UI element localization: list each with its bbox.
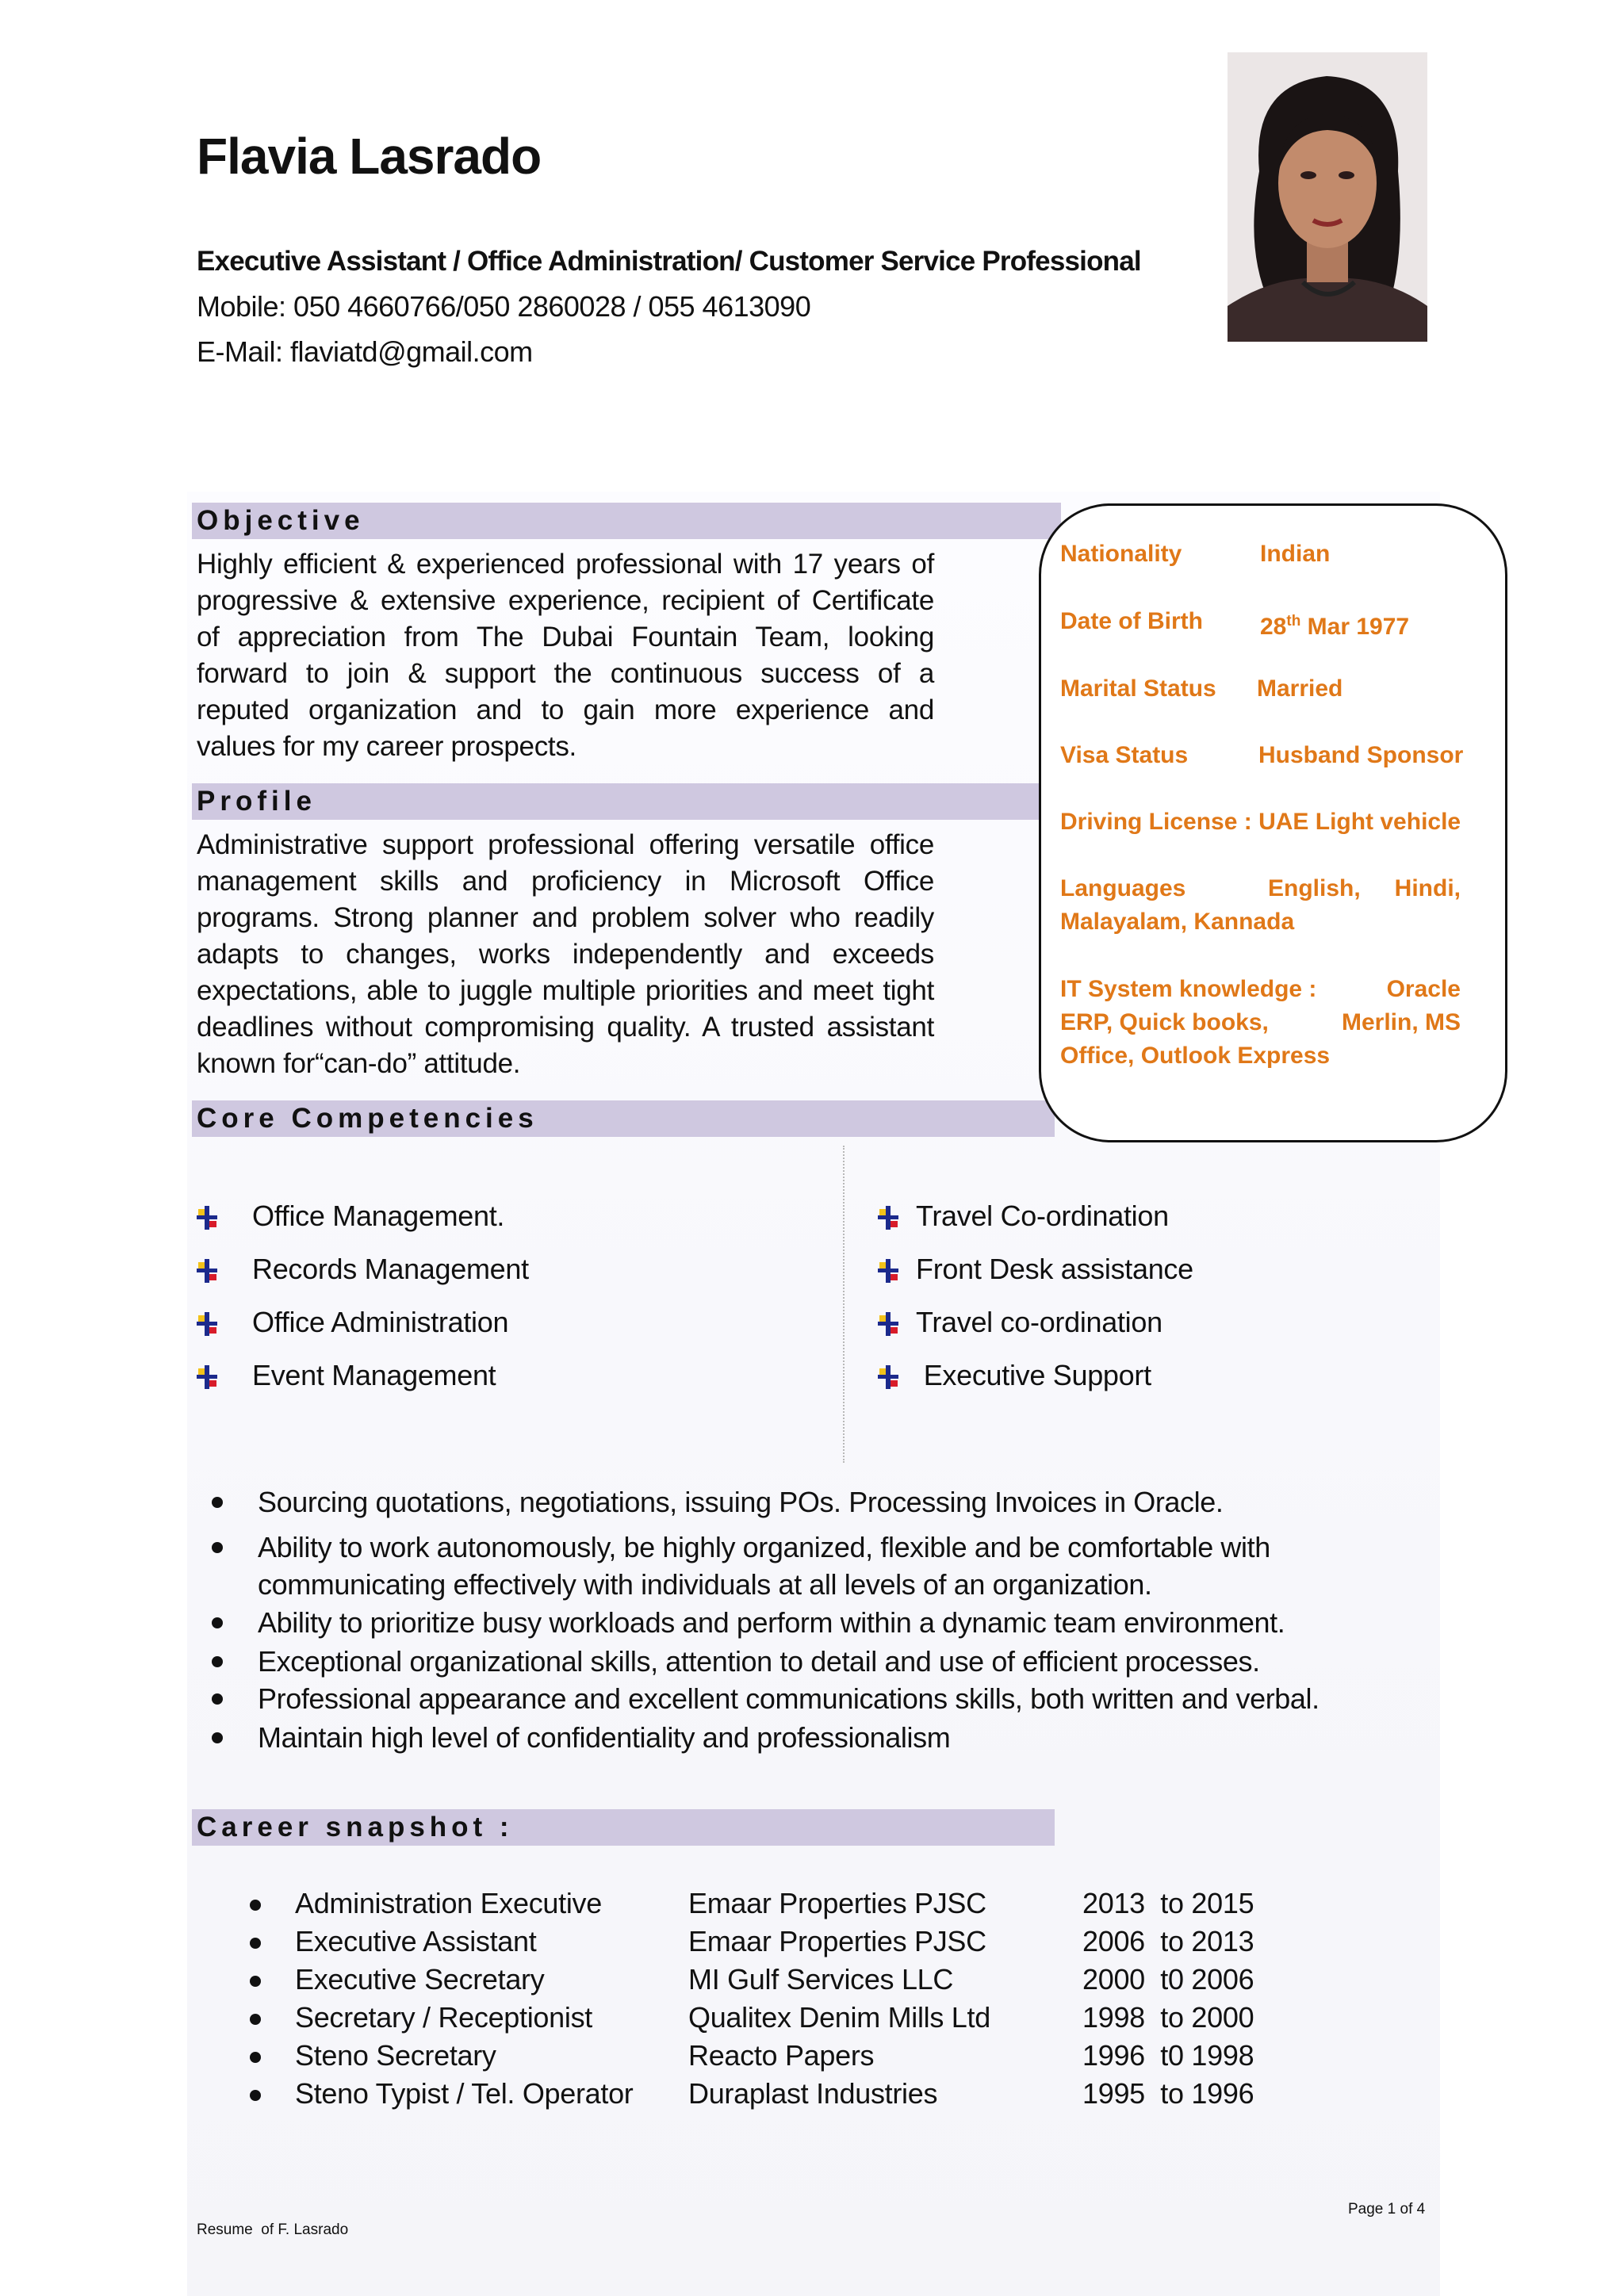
bullet-item: Ability to work autonomously, be highly organized, flexible and be comfortable with: [258, 1531, 1270, 1563]
page-number: Page 1 of 4: [1348, 2201, 1426, 2218]
section-core-competencies: Core Competencies: [192, 1100, 1055, 1137]
bullet-dot: [250, 1938, 261, 1949]
languages-row: [1060, 872, 1461, 905]
career-company: Emaar Properties PJSC: [688, 1925, 986, 1957]
career-company: Duraplast Industries: [688, 2077, 938, 2110]
section-career-snapshot: [192, 1809, 1055, 1846]
competency-item: Office Administration: [252, 1306, 509, 1338]
it-knowledge-row-2: [1060, 1006, 1461, 1039]
career-role: Secretary / Receptionist: [295, 2001, 592, 2034]
cross-bullet-icon: [876, 1257, 900, 1284]
career-period: 1998 to 2000: [1082, 2001, 1254, 2034]
email-address: E-Mail: flaviatd@gmail.com: [197, 335, 533, 368]
competency-item: Executive Support: [916, 1359, 1151, 1391]
bullet-item: Maintain high level of confidentiality and professionalism: [258, 1721, 951, 1754]
languages-value-2: Hindi,: [1394, 875, 1461, 901]
objective-text: Highly efficient & experienced professional with 17 years of progressive & extensive experience, recipient of Certificate of appreciation from The Dubai Fountain Team, looking forward to join & support the continuous success of a reputed organization and to gain more experience and values for my career prospects.: [197, 549, 934, 762]
bullet-dot: [212, 1542, 223, 1553]
it-value-1: Oracle: [1386, 976, 1461, 1002]
bullet-dot: [212, 1732, 223, 1743]
bullet-dot: [250, 2090, 261, 2101]
profile-text: Administrative support professional offering versatile office management skills and proficiency in Microsoft Office programs. Strong planner and problem solver who readily adapts to changes, works independently and exceeds expectations, able to juggle multiple priorities and meet tight deadlines without compromising quality. A trusted assistant known for“can-do” attitude.: [197, 829, 934, 1079]
career-role: Executive Assistant: [295, 1925, 537, 1957]
competency-item: Travel Co-ordination: [916, 1200, 1169, 1232]
nationality-label: Nationality: [1060, 541, 1182, 567]
cross-bullet-icon: [195, 1257, 219, 1284]
career-role: Steno Typist / Tel. Operator: [295, 2077, 634, 2110]
bullet-dot: [250, 1900, 261, 1911]
dob-row: [1060, 605, 1410, 640]
competency-item: Office Management.: [252, 1200, 505, 1232]
career-period: 1995 to 1996: [1082, 2077, 1254, 2110]
cross-bullet-icon: [195, 1364, 219, 1391]
bullet-dot: [212, 1656, 223, 1667]
marital-value: Married: [1257, 675, 1343, 702]
section-profile: Profile: [192, 783, 1061, 820]
competency-item: Travel co-ordination: [916, 1306, 1162, 1338]
bullet-dot: [212, 1693, 223, 1705]
bullet-dot: [250, 2052, 261, 2063]
footer-resume-label: Resume of F. Lasrado: [197, 2221, 349, 2238]
dob-month-year: Mar 1977: [1300, 614, 1410, 640]
career-role: Administration Executive: [295, 1887, 602, 1919]
languages-label: Languages: [1060, 875, 1186, 901]
competencies-divider: [843, 1146, 845, 1463]
competency-item: Event Management: [252, 1359, 496, 1391]
career-company: Emaar Properties PJSC: [688, 1887, 986, 1919]
visa-value: Husband Sponsor: [1258, 742, 1464, 768]
it-knowledge-row: [1060, 973, 1461, 1006]
career-company: MI Gulf Services LLC: [688, 1963, 954, 1996]
career-company: Reacto Papers: [688, 2039, 875, 2072]
bullet-item: Exceptional organizational skills, attention to detail and use of efficient processes.: [258, 1645, 1260, 1678]
cross-bullet-icon: [876, 1364, 900, 1391]
nationality-row: [1060, 538, 1331, 571]
it-label: IT System knowledge :: [1060, 976, 1317, 1002]
career-role: Executive Secretary: [295, 1963, 545, 1996]
it-value-3: Office, Outlook Express: [1060, 1043, 1331, 1069]
nationality-value: Indian: [1260, 541, 1331, 567]
competency-item: Front Desk assistance: [916, 1253, 1193, 1285]
cross-bullet-icon: [876, 1204, 900, 1231]
dob-label: Date of Birth: [1060, 608, 1203, 634]
career-period: 2000 t0 2006: [1082, 1963, 1254, 1996]
marital-row: [1060, 672, 1343, 706]
candidate-name: Flavia Lasrado: [197, 128, 542, 185]
it-value-2b: Merlin, MS: [1341, 1009, 1461, 1035]
cross-bullet-icon: [195, 1204, 219, 1231]
career-period: 2006 to 2013: [1082, 1925, 1254, 1957]
cross-bullet-icon: [195, 1311, 219, 1337]
career-role: Steno Secretary: [295, 2039, 496, 2072]
bullet-dot: [250, 2014, 261, 2025]
bullet-dot: [250, 1976, 261, 1987]
cross-bullet-icon: [876, 1311, 900, 1337]
mobile-number: Mobile: 050 4660766/050 2860028 / 055 4613090: [197, 290, 811, 323]
driving-license: Driving License : UAE Light vehicle: [1060, 809, 1461, 835]
bullet-dot: [212, 1497, 223, 1508]
dob-day: 28: [1260, 614, 1287, 640]
career-company: Qualitex Denim Mills Ltd: [688, 2001, 990, 2034]
job-title: Executive Assistant / Office Administration/ Customer Service Professional: [197, 246, 1141, 277]
marital-label: Marital Status: [1060, 675, 1216, 702]
bullet-item: Ability to prioritize busy workloads and perform within a dynamic team environment.: [258, 1606, 1285, 1639]
languages-value-1: English,: [1268, 875, 1361, 901]
visa-label: Visa Status: [1060, 742, 1189, 768]
profile-photo: [1228, 52, 1427, 342]
career-period: 1996 t0 1998: [1082, 2039, 1254, 2072]
bullet-item-continued: communicating effectively with individuals at all levels of an organization.: [258, 1568, 1152, 1601]
languages-value-3: Malayalam, Kannada: [1060, 909, 1295, 935]
it-value-2a: ERP, Quick books,: [1060, 1009, 1269, 1035]
competency-item: Records Management: [252, 1253, 529, 1285]
visa-row: [1060, 739, 1464, 772]
bullet-item: Sourcing quotations, negotiations, issuing POs. Processing Invoices in Oracle.: [258, 1486, 1224, 1518]
bullet-dot: [212, 1617, 223, 1628]
dob-value: [1260, 605, 1409, 644]
bullet-item: Professional appearance and excellent communications skills, both written and verbal.: [258, 1682, 1320, 1715]
section-objective: Objective: [192, 503, 1061, 539]
career-period: 2013 to 2015: [1082, 1887, 1254, 1919]
career-snapshot-title: Career snapshot :: [197, 1812, 514, 1843]
dob-suffix: th: [1286, 613, 1301, 629]
